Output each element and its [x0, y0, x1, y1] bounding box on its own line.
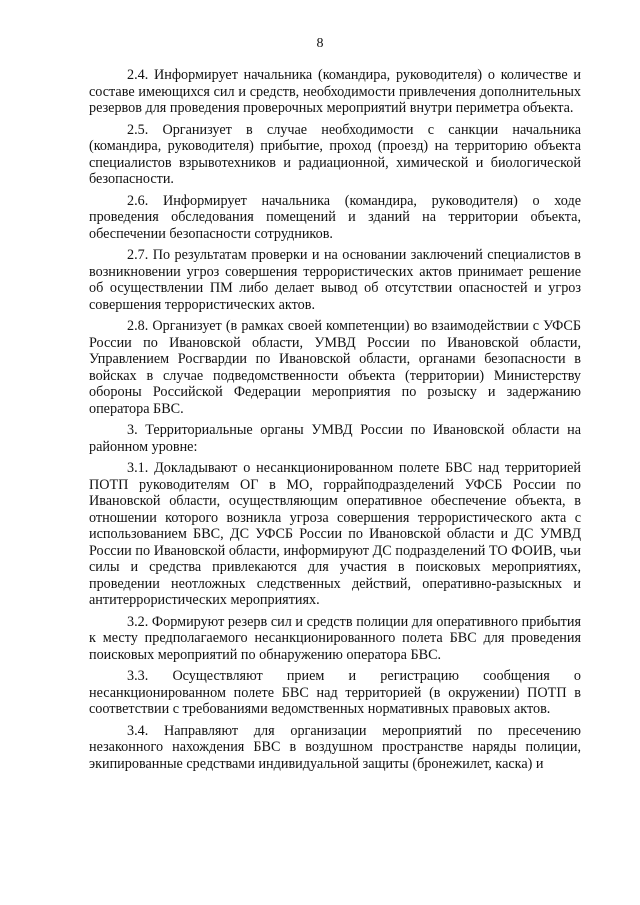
paragraph-3-4: 3.4. Направляют для организации мероприятий по пресечению незаконного нахождения БВС в воздушном пространстве наряды полиции, экипированные средствами индивидуальной защиты (бронежилет, каска) и [89, 722, 581, 772]
paragraph-3-1: 3.1. Докладывают о несанкционированном полете БВС над территорией ПОТП руководителям ОГ в МО, горрайподразделений УФСБ России по Ивановской области, осуществляющим оперативное обеспечение объекта, в отношении которого возникла угроза совершения террористического акта с использованием БВС, ДС УФСБ России по Ивановской области и ДС УМВД России по Ивановской области, информируют ДС подразделений ТО ФОИВ, чьи силы и средства привлекаются для участия в поисковых мероприятиях, проведении неотложных следственных действий, оперативно-разыскных и антитеррористических мероприятиях. [89, 460, 581, 608]
paragraph-2-6: 2.6. Информирует начальника (командира, руководителя) о ходе проведения обследования помещений и зданий на территории объекта, обеспечении безопасности сотрудников. [89, 192, 581, 242]
paragraph-3: 3. Территориальные органы УМВД России по Ивановской области на районном уровне: [89, 422, 581, 455]
document-body [89, 67, 581, 777]
paragraph-2-5: 2.5. Организует в случае необходимости с санкции начальника (командира, руководителя) прибытие, проход (проезд) на территорию объекта специалистов взрывотехников и радиационной, химической и биологической безопасности. [89, 121, 581, 187]
paragraph-3-2: 3.2. Формируют резерв сил и средств полиции для оперативного прибытия к месту предполагаемого несанкционированного полета БВС для проведения поисковых мероприятий по обнаружению оператора БВС. [89, 613, 581, 663]
paragraph-2-7: 2.7. По результатам проверки и на основании заключений специалистов в возникновении угроз совершения террористических актов принимает решение об осуществлении ПМ либо делает вывод об отсутствии опасностей и угроз совершения террористических актов. [89, 247, 581, 313]
paragraph-2-4: 2.4. Информирует начальника (командира, руководителя) о количестве и составе имеющихся сил и средств, необходимости привлечения дополнительных резервов для проведения проверочных мероприятий внутри периметра объекта. [89, 67, 581, 116]
paragraph-3-3: 3.3. Осуществляют прием и регистрацию сообщения о несанкционированном полете БВС над территорией (в окружении) ПОТП в соответствии с требованиями ведомственных нормативных правовых актов. [89, 668, 581, 717]
page-number: 8 [316, 36, 324, 51]
paragraph-2-8: 2.8. Организует (в рамках своей компетенции) во взаимодействии с УФСБ России по Ивановской области, УМВД России по Ивановской области, Управлением Росгвардии по Ивановской области, органами безопасности в войсках в случае подведомственности объекта (территории) Министерству обороны Российской Федерации мероприятия по розыску и задержанию оператора БВС. [89, 318, 581, 417]
